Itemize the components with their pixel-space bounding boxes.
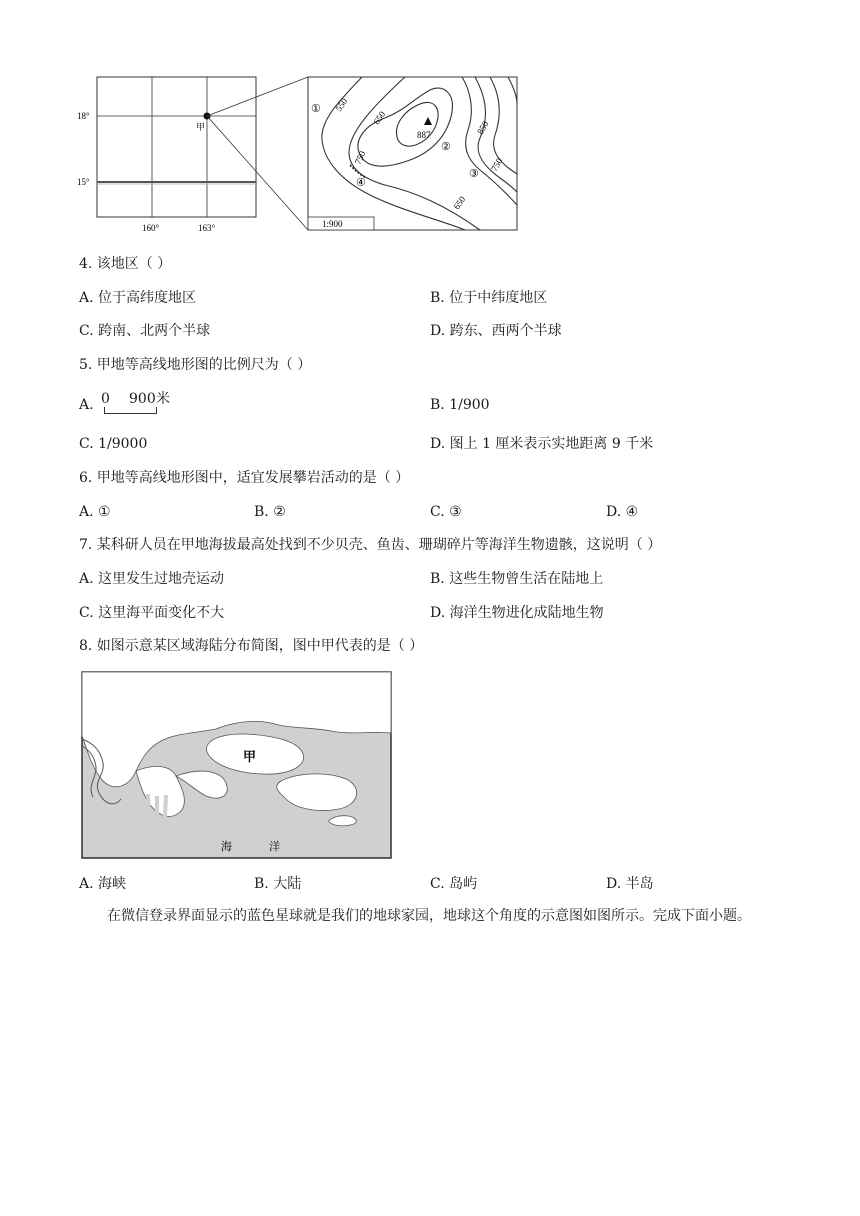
q8-option-b[interactable]: B. 大陆 <box>254 876 302 892</box>
elevation-750-left: 750 <box>352 149 368 166</box>
q7-stem: 7. 某科研人员在甲地海拔最高处找到不少贝壳、鱼齿、珊瑚碎片等海洋生物遗骸，这说明（ ） <box>79 537 662 553</box>
q5-option-b[interactable]: B. 1/900 <box>430 397 490 413</box>
intro-text: 在微信登录界面显示的蓝色星球就是我们的地球家园，地球这个角度的示意图如图所示。完成下面小题。 <box>107 908 751 924</box>
q7-option-a[interactable]: A. 这里发生过地壳运动 <box>79 571 225 587</box>
contour-marker-3: ③ <box>469 168 479 180</box>
elevation-550: 550 <box>333 96 350 114</box>
q6-option-d[interactable]: D. ④ <box>606 504 639 520</box>
lon-label-160: 160° <box>142 223 160 233</box>
q4-option-a[interactable]: A. 位于高纬度地区 <box>79 290 197 306</box>
elevation-750-right: 750 <box>489 156 505 173</box>
q7-option-c[interactable]: C. 这里海平面变化不大 <box>79 605 225 621</box>
lon-label-163: 163° <box>198 223 216 233</box>
q5-option-d[interactable]: D. 图上 1 厘米表示实地距离 9 千米 <box>430 436 654 452</box>
ocean-label-2: 洋 <box>269 841 280 853</box>
q6-option-c[interactable]: C. ③ <box>430 504 462 520</box>
elevation-650-bottom: 650 <box>451 194 468 212</box>
q6-option-a[interactable]: A. ① <box>79 504 111 520</box>
scale-value: 900 <box>129 391 156 407</box>
figure-grid-contour <box>70 70 530 240</box>
scale-unit: 米 <box>156 391 170 407</box>
sea-land-map <box>81 671 393 861</box>
q8-option-d[interactable]: D. 半岛 <box>606 876 654 892</box>
intro-paragraph <box>79 899 785 933</box>
lat-label-18: 18° <box>77 111 90 121</box>
contour-scale: 1:900 <box>322 219 343 229</box>
ocean-label-1: 海 <box>221 841 232 853</box>
q7-option-d[interactable]: D. 海洋生物进化成陆地生物 <box>430 605 604 621</box>
scale-zero: 0 <box>101 391 110 407</box>
q6-option-b[interactable]: B. ② <box>254 504 286 520</box>
q6-stem: 6. 甲地等高线地形图中，适宜发展攀岩活动的是（ ） <box>79 470 410 486</box>
q8-option-a[interactable]: A. 海峡 <box>79 876 127 892</box>
q4-option-b[interactable]: B. 位于中纬度地区 <box>430 290 548 306</box>
lat-label-15: 15° <box>77 177 90 187</box>
contour-marker-2: ② <box>441 141 451 153</box>
q8-option-c[interactable]: C. 岛屿 <box>430 876 478 892</box>
elevation-650-top: 650 <box>371 109 388 127</box>
contour-marker-1: ① <box>311 103 321 115</box>
q5-option-a-prefix: A. <box>79 397 94 413</box>
island-jia-label: 甲 <box>243 749 257 764</box>
lat-lon-grid <box>97 77 256 217</box>
q4-stem: 4. 该地区（ ） <box>79 256 172 272</box>
q5-option-c[interactable]: C. 1/9000 <box>79 436 148 452</box>
q5-stem: 5. 甲地等高线地形图的比例尺为（ ） <box>79 357 312 373</box>
contour-marker-4: ④ <box>356 177 366 189</box>
point-jia-label: 甲 <box>196 122 206 132</box>
peak-elevation: 887 <box>417 130 431 140</box>
q8-stem: 8. 如图示意某区域海陆分布简图，图中甲代表的是（ ） <box>79 638 424 654</box>
q4-option-d[interactable]: D. 跨东、西两个半球 <box>430 323 562 339</box>
q4-option-c[interactable]: C. 跨南、北两个半球 <box>79 323 211 339</box>
q7-option-b[interactable]: B. 这些生物曾生活在陆地上 <box>430 571 604 587</box>
elevation-850: 850 <box>475 119 491 136</box>
scale-bar <box>104 407 157 414</box>
